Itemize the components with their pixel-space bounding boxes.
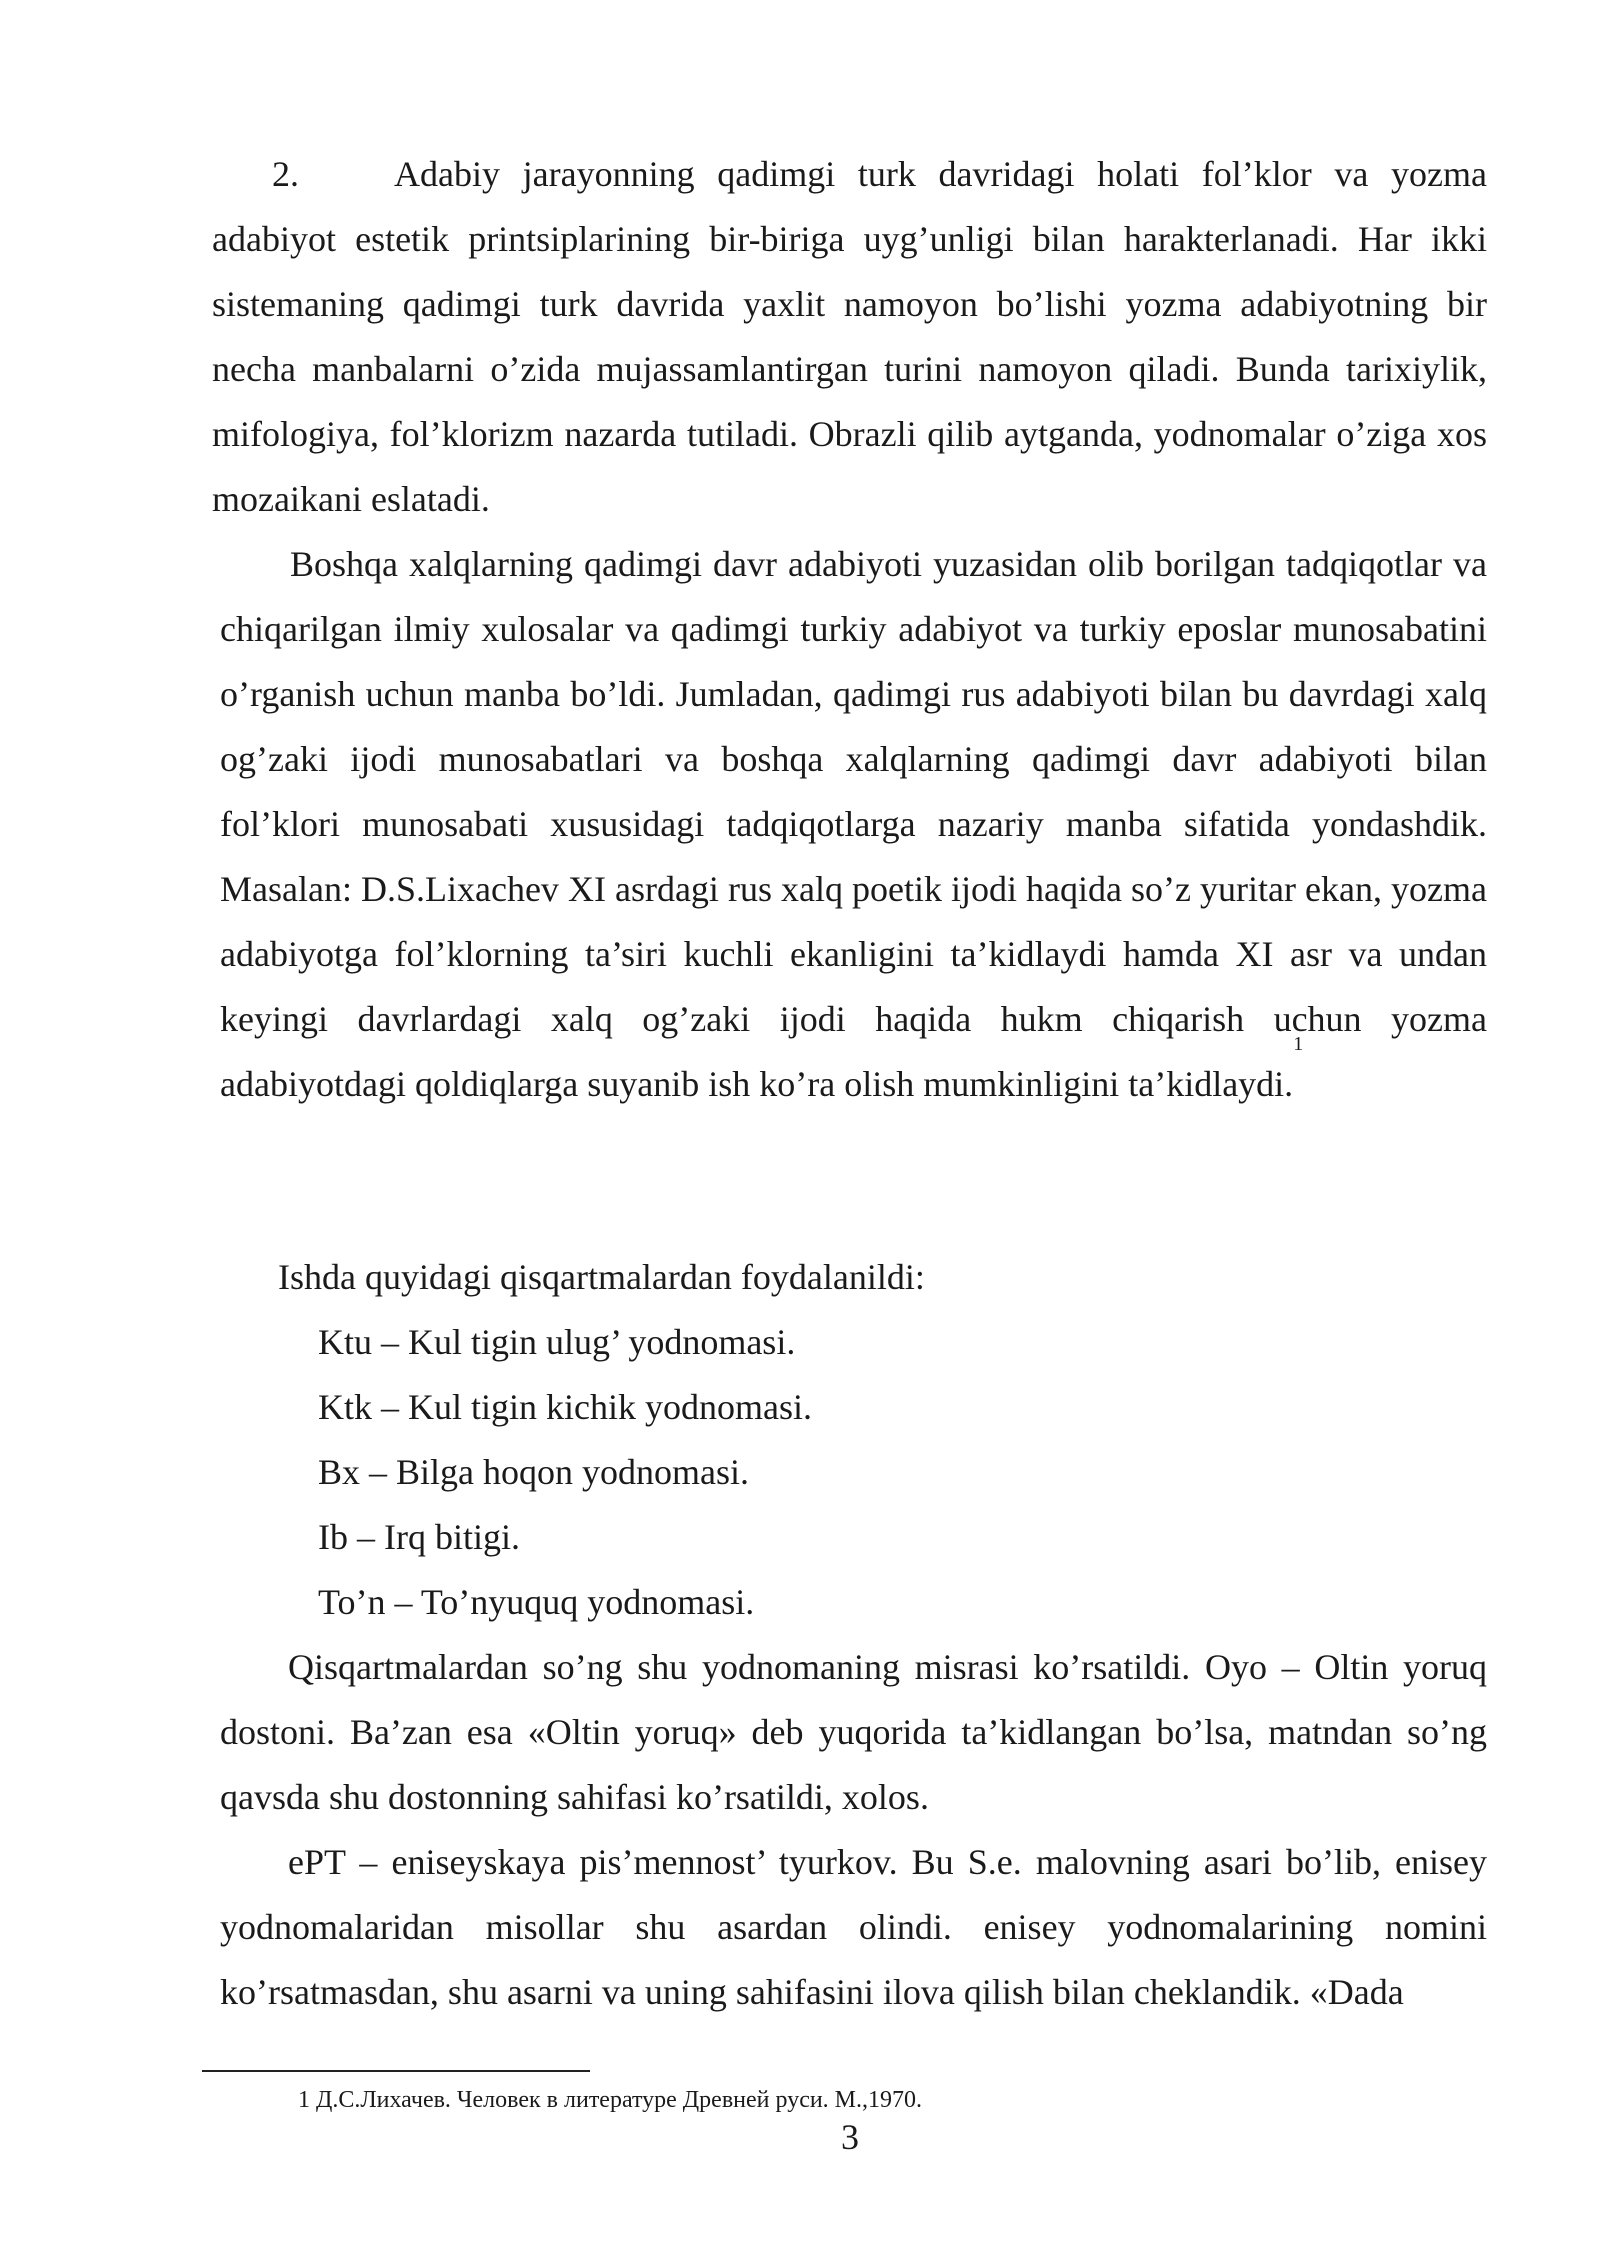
footnote-separator: [202, 2070, 590, 2072]
paragraph-2: [220, 532, 1487, 1117]
paragraph-3: Qisqartmalardan so’ng shu yodnomaning misrasi ko’rsatildi. Oyo – Oltin yoruq dostoni. Ba’zan esa «Oltin yoruq» deb yuqorida ta’kidlangan bo’lsa, matndan so’ng qavsda shu dostonning sahifasi ko’rsatildi, xolos.: [220, 1647, 1487, 1817]
list-item: Ib – Irq bitigi.: [318, 1517, 520, 1557]
footnote-text: 1 Д.С.Лихачев. Человек в литературе Древней руси. М.,1970.: [298, 2087, 923, 2113]
abbreviation-list: [318, 1310, 812, 1635]
list-item: Ktu – Kul tigin ulug’ yodnomasi.: [318, 1322, 796, 1362]
paragraph-2-text: Boshqa xalqlarning qadimgi davr adabiyoti yuzasidan olib borilgan tadqiqotlar va chiqarilgan ilmiy xulosalar va qadimgi turkiy adabiyot va turkiy eposlar munosabatini o’rganish uchun manba bo’ldi. Jumladan, qadimgi rus adabiyoti bilan bu davrdagi xalq og’zaki ijodi munosabatlari va boshqa xalqlarning qadimgi davr adabiyoti bilan fol’klori munosabati xususidagi tadqiqotlarga nazariy manba sifatida yondashdik. Masalan: D.S.Lixachev XI asrdagi rus xalq poetik ijodi haqida so’z yuritar ekan, yozma adabiyotga fol’klorning ta’siri kuchli ekanligini ta’kidlaydi hamda XI asr va undan keyingi davrlardagi xalq og’zaki ijodi haqida hukm chiqarish uchun yozma adabiyotdagi qoldiqlarga suyanib ish ko’ra olish mumkinligini ta’kidlaydi.: [220, 544, 1487, 1104]
page-number: 3: [841, 2117, 859, 2157]
paragraph-4: ePT – eniseyskaya pis’mennost’ tyurkov. Bu S.e. malovning asari bo’lib, enisey yodnomalaridan misollar shu asardan olindi. enisey yodnomalarining nomini ko’rsatmasdan, shu asarni va uning sahifasini ilova qilish bilan cheklandik. «Dada: [220, 1842, 1487, 2012]
abbreviations-intro: Ishda quyidagi qisqartmalardan foydalanildi:: [278, 1257, 925, 1297]
footnote-reference[interactable]: 1: [1293, 1033, 1304, 1055]
list-item: Bx – Bilga hoqon yodnomasi.: [318, 1452, 749, 1492]
paragraph-1-text: Adabiy jarayonning qadimgi turk davridagi holati fol’klor va yozma adabiyot estetik printsiplarining bir-biriga uyg’unligi bilan harakterlanadi. Har ikki sistemaning qadimgi turk davrida yaxlit namoyon bo’lishi yozma adabiyotning bir necha manbalarni o’zida mujassamlantirgan turini namoyon qiladi. Bunda tarixiylik, mifologiya, fol’klorizm nazarda tutiladi. Obrazli qilib aytganda, yodnomalar o’ziga xos mozaikani eslatadi.: [212, 154, 1487, 519]
paragraph-1: [212, 142, 1487, 532]
list-item: To’n – To’nyuquq yodnomasi.: [318, 1582, 755, 1622]
list-item: Ktk – Kul tigin kichik yodnomasi.: [318, 1387, 812, 1427]
paragraph-number: 2.: [272, 154, 299, 194]
